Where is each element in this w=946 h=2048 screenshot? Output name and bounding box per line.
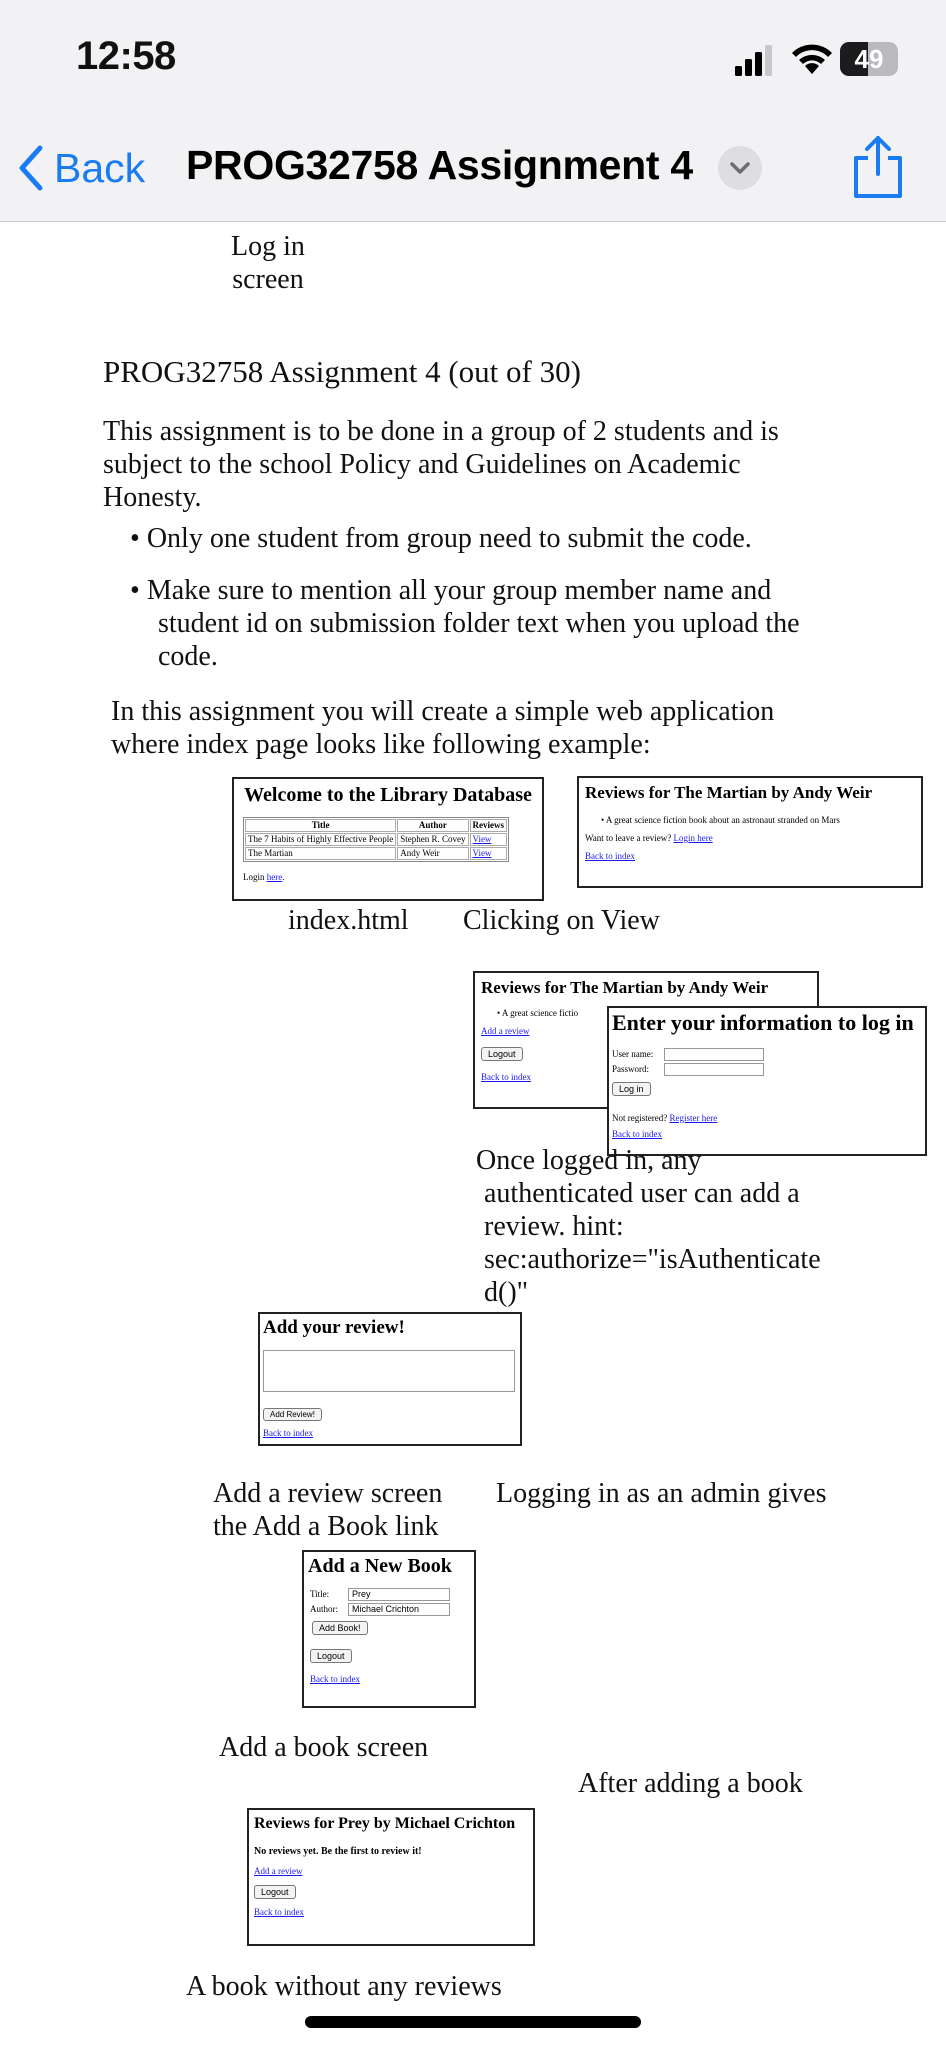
screenshot-title: Enter your information to log in (612, 1010, 914, 1035)
login-button[interactable]: Log in (612, 1082, 651, 1096)
register-line: Not registered? Register here (612, 1113, 718, 1123)
want-review-line: Want to leave a review? Login here (585, 833, 713, 843)
add-book-button[interactable]: Add Book! (312, 1621, 368, 1635)
username-row: User name: (612, 1048, 921, 1061)
add-review-link[interactable]: Add a review (254, 1866, 303, 1876)
view-link[interactable]: View (470, 833, 508, 846)
view-caption: Clicking on View (463, 905, 660, 936)
table-header: Reviews (470, 819, 508, 832)
list-item: • A great science fictio (497, 1008, 579, 1018)
library-table (243, 817, 509, 862)
index-page-screenshot (232, 777, 544, 901)
chevron-left-icon (18, 145, 44, 191)
screenshot-title: Add a New Book (308, 1555, 452, 1577)
no-reviews-caption: A book without any reviews (186, 1971, 502, 2002)
password-row: Password: (612, 1063, 921, 1076)
add-review-link[interactable]: Add a review (481, 1026, 530, 1036)
add-review-button[interactable]: Add Review! (263, 1408, 322, 1421)
battery-level: 49 (854, 43, 884, 74)
document-title[interactable]: PROG32758 Assignment 4 (186, 142, 693, 188)
back-to-index-link[interactable]: Back to index (263, 1428, 313, 1438)
screenshot-title: Add your review! (263, 1317, 405, 1338)
screenshot-title: Welcome to the Library Database (244, 784, 532, 806)
back-to-index-link[interactable]: Back to index (310, 1674, 360, 1684)
username-input[interactable] (664, 1048, 764, 1061)
assignment-heading: PROG32758 Assignment 4 (out of 30) (103, 354, 581, 389)
title-input[interactable]: Prey (348, 1588, 450, 1601)
title-menu-button[interactable] (718, 146, 762, 190)
status-time: 12:58 (76, 34, 176, 78)
logout-button[interactable]: Logout (254, 1885, 296, 1899)
login-link[interactable]: here (266, 872, 283, 882)
share-icon[interactable] (848, 134, 908, 200)
after-adding-caption: After adding a book (578, 1768, 803, 1799)
back-to-index-link[interactable]: Back to index (254, 1907, 304, 1917)
index-paragraph: In this assignment you will create a simple web application where index page looks like following example: (111, 696, 775, 760)
back-to-index-link[interactable]: Back to index (481, 1072, 531, 1082)
review-textarea[interactable] (263, 1350, 515, 1392)
list-item: • Make sure to mention all your group member name and student id on submission folder text when you upload the code. (130, 575, 800, 672)
list-item: • Only one student from group need to submit the code. (130, 523, 752, 554)
wifi-icon (790, 42, 834, 76)
list-item: • A great science fiction book about an astronaut stranded on Mars (601, 815, 840, 825)
logout-button[interactable]: Logout (481, 1047, 523, 1061)
intro-paragraph: This assignment is to be done in a group of 2 students and is subject to the school Policy and Guidelines on Academic Honesty. (103, 416, 779, 513)
view-link[interactable]: View (470, 847, 508, 860)
home-indicator[interactable] (305, 2016, 641, 2028)
back-button[interactable] (18, 136, 145, 200)
login-page-screenshot (607, 1006, 927, 1156)
reviews-page-screenshot (577, 776, 923, 888)
back-label: Back (54, 144, 146, 191)
author-row: Author: Michael Crichton (310, 1603, 470, 1616)
login-link[interactable]: Login here (673, 833, 713, 843)
register-link[interactable]: Register here (669, 1113, 718, 1123)
book-no-reviews-screenshot (247, 1808, 535, 1946)
screenshot-title: Reviews for Prey by Michael Crichton (254, 1815, 516, 1832)
cellular-signal-icon (735, 44, 775, 76)
table-row: The Martian Andy Weir View (245, 847, 507, 860)
no-reviews-message: No reviews yet. Be the first to review it! (254, 1846, 422, 1857)
back-to-index-link[interactable]: Back to index (585, 851, 635, 861)
battery-icon (840, 42, 898, 76)
login-line: Login here. (243, 872, 285, 882)
table-header: Author (397, 819, 468, 832)
add-book-screenshot (302, 1550, 476, 1708)
chevron-down-icon (729, 161, 751, 175)
back-to-index-link[interactable]: Back to index (612, 1129, 662, 1139)
logout-button[interactable]: Logout (310, 1649, 352, 1663)
screenshot-title: Reviews for The Martian by Andy Weir (585, 783, 873, 802)
admin-caption: Logging in as an admin gives (496, 1478, 827, 1509)
index-caption: index.html (288, 905, 409, 936)
logged-in-caption: Once logged in, any authenticated user can add a review. hint: sec:authorize="isAuthenticate d()" (476, 1145, 821, 1308)
add-review-screenshot (258, 1312, 522, 1446)
author-input[interactable]: Michael Crichton (348, 1603, 450, 1616)
password-input[interactable] (664, 1063, 764, 1076)
screenshot-title: Reviews for The Martian by Andy Weir (481, 978, 769, 997)
table-row: The 7 Habits of Highly Effective People Stephen R. Covey View (245, 833, 507, 846)
login-screen-caption: Log in screen (231, 231, 305, 295)
title-row: Title: Prey (310, 1588, 470, 1601)
add-review-caption: Add a review screen the Add a Book link (213, 1478, 443, 1542)
table-header: Title (245, 819, 396, 832)
add-book-caption: Add a book screen (219, 1732, 429, 1763)
